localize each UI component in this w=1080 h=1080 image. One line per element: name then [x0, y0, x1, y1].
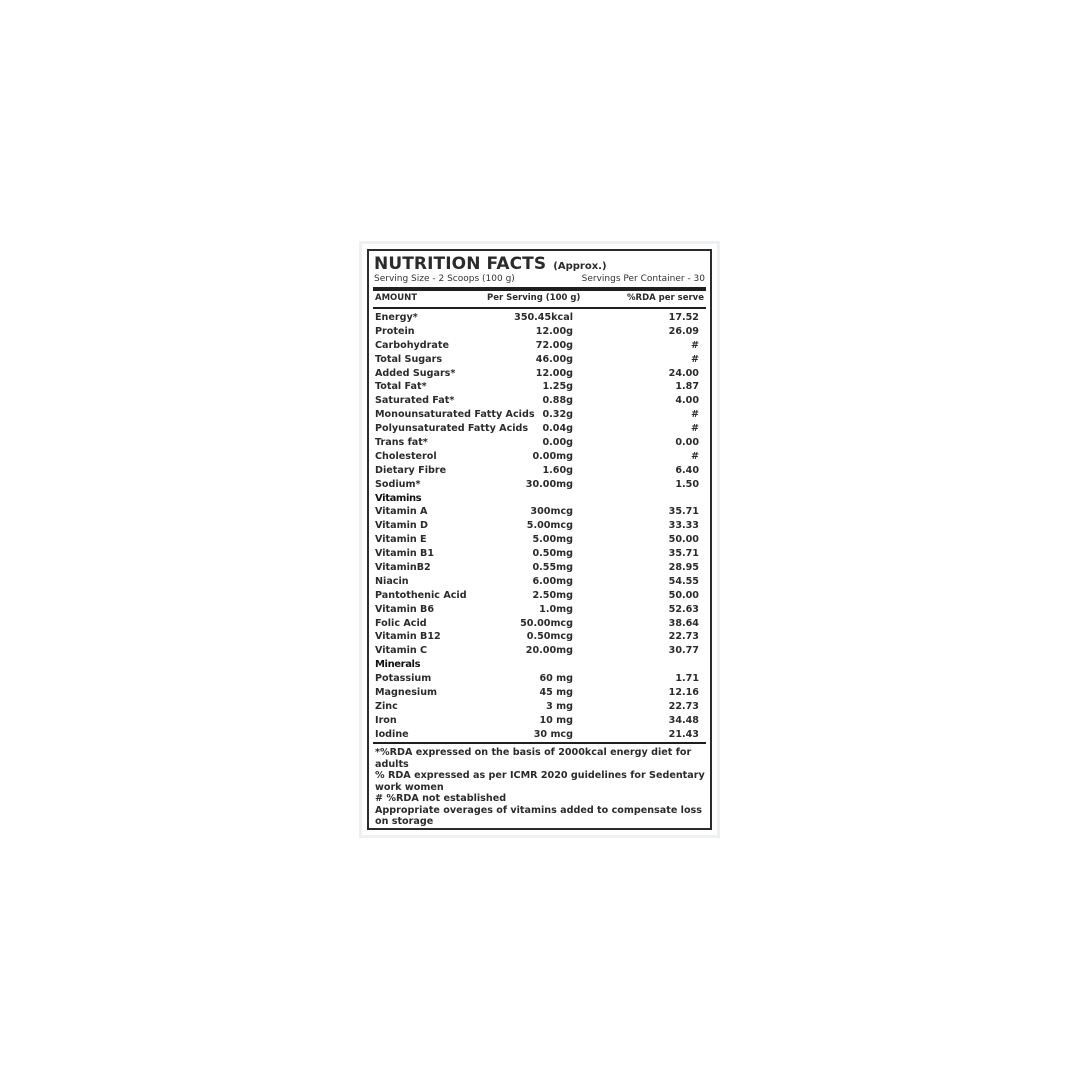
nutrient-rda: 33.33 [668, 520, 699, 532]
nutrient-amount: 5.00mg [532, 534, 573, 546]
nutrient-rda: 6.40 [675, 464, 699, 476]
footnote: Appropriate overages of vitamins added to compensate loss on storage [375, 804, 702, 827]
nutrient-amount: 1.0mg [539, 603, 573, 615]
nutrient-name: Vitamin B6 [375, 603, 435, 615]
nutrient-row [369, 548, 710, 562]
nutrient-row [369, 506, 710, 520]
nutrient-rda: # [690, 353, 699, 365]
nutrient-row [369, 645, 710, 659]
nutrient-row [369, 687, 710, 701]
nutrient-row [369, 479, 710, 493]
nutrient-rda: 35.71 [668, 506, 699, 518]
nutrient-rda: 21.43 [668, 728, 699, 740]
nutrient-amount: 0.32g [542, 409, 573, 421]
nutrient-name: Total Fat* [375, 381, 427, 393]
nutrient-row [369, 576, 710, 590]
nutrient-row [369, 701, 710, 715]
nutrient-rda: 17.52 [668, 312, 699, 323]
column-header-divider [373, 307, 706, 309]
footnote-divider [373, 742, 706, 744]
nutrient-rda: 12.16 [668, 687, 699, 699]
nutrient-amount: 0.00mg [532, 450, 573, 462]
nutrient-rda: 54.55 [668, 575, 699, 587]
nutrient-rda: 28.95 [668, 562, 699, 574]
nutrient-name: Protein [375, 325, 415, 337]
nutrient-rda: 1.87 [675, 381, 699, 393]
nutrient-rda: 0.00 [675, 437, 699, 449]
nutrient-amount: 0.55mg [532, 562, 573, 574]
nutrient-name: Dietary Fibre [375, 464, 447, 476]
nutrient-amount: 0.88g [542, 395, 573, 407]
nutrient-amount: 30.00mg [525, 478, 573, 490]
nutrient-amount: 350.45kcal [514, 312, 573, 323]
nutrient-amount: 72.00g [535, 339, 573, 351]
nutrient-amount: 5.00mcg [526, 520, 573, 532]
nutrient-name: Saturated Fat* [375, 395, 455, 407]
label-title-note: (Approx.) [553, 261, 607, 272]
nutrient-row [369, 381, 710, 395]
nutrient-rda: # [690, 339, 699, 351]
nutrient-amount: 0.00g [542, 437, 573, 449]
nutrient-name: Total Sugars [375, 353, 443, 365]
nutrient-amount: 12.00g [535, 367, 573, 379]
nutrient-rda: 35.71 [668, 548, 699, 560]
nutrient-row [369, 409, 710, 423]
header-divider [373, 287, 706, 291]
nutrient-row [369, 618, 710, 632]
nutrient-amount: 45 mg [539, 687, 573, 699]
nutrient-name: Iodine [375, 728, 409, 740]
nutrient-amount: 50.00mcg [520, 617, 573, 629]
nutrient-amount: 0.50mg [532, 548, 573, 560]
nutrient-row [369, 715, 710, 729]
nutrient-name: Added Sugars* [375, 367, 456, 379]
nutrient-name: VitaminB2 [375, 562, 431, 574]
nutrient-row [369, 395, 710, 409]
nutrient-name: Niacin [375, 575, 409, 587]
nutrient-row [369, 340, 710, 354]
serving-size: Serving Size - 2 Scoops (100 g) [374, 274, 515, 284]
label-title: NUTRITION FACTS [374, 254, 547, 274]
column-header-per-serving: Per Serving (100 g) [487, 293, 581, 303]
nutrient-amount: 12.00g [535, 325, 573, 337]
nutrient-amount: 1.60g [542, 464, 573, 476]
nutrient-rda: # [690, 423, 699, 435]
nutrient-row [369, 729, 710, 743]
nutrient-amount: 30 mcg [533, 728, 573, 740]
vitamins-heading-text: Vitamins [375, 492, 422, 504]
nutrient-name: Folic Acid [375, 617, 427, 629]
nutrient-name: Vitamin A [375, 506, 428, 518]
nutrient-amount: 2.50mg [532, 589, 573, 601]
nutrient-name: Magnesium [375, 687, 438, 699]
nutrient-row [369, 465, 710, 479]
nutrient-row [369, 631, 710, 645]
nutrient-row [369, 437, 710, 451]
nutrient-name: Energy* [375, 312, 418, 323]
nutrient-name: Iron [375, 714, 397, 726]
nutrient-amount: 0.50mcg [526, 631, 573, 643]
nutrient-row [369, 673, 710, 687]
nutrient-amount: 1.25g [542, 381, 573, 393]
nutrient-name: Zinc [375, 700, 398, 712]
nutrient-rda: 26.09 [668, 325, 699, 337]
nutrient-amount: 6.00mg [532, 575, 573, 587]
nutrient-amount: 10 mg [539, 714, 573, 726]
nutrient-amount: 3 mg [546, 700, 573, 712]
nutrient-name: Polyunsaturated Fatty Acids [375, 423, 529, 435]
nutrient-rda: 52.63 [668, 603, 699, 615]
nutrient-rda: 4.00 [675, 395, 699, 407]
nutrient-rda: 22.73 [668, 700, 699, 712]
nutrition-facts-label [367, 249, 712, 830]
nutrient-name: Pantothenic Acid [375, 589, 467, 601]
nutrient-name: Monounsaturated Fatty Acids [375, 409, 535, 421]
nutrient-row [369, 312, 710, 326]
nutrient-amount: 46.00g [535, 353, 573, 365]
nutrient-name: Sodium* [375, 478, 421, 490]
nutrient-name: Vitamin D [375, 520, 429, 532]
nutrient-rda: # [690, 409, 699, 421]
nutrient-amount: 60 mg [539, 673, 573, 685]
nutrient-name: Vitamin B1 [375, 548, 435, 560]
nutrient-rda: 34.48 [668, 714, 699, 726]
column-header-rda: %RDA per serve [627, 293, 704, 303]
nutrient-row [369, 326, 710, 340]
nutrient-table [369, 312, 710, 743]
nutrient-rda: 22.73 [668, 631, 699, 643]
nutrient-rda: 38.64 [668, 617, 699, 629]
nutrient-row [369, 451, 710, 465]
nutrient-name: Vitamin E [375, 534, 427, 546]
nutrient-row [369, 368, 710, 382]
nutrient-name: Carbohydrate [375, 339, 449, 351]
vitamins-heading [369, 493, 710, 507]
nutrient-rda: 1.71 [675, 673, 699, 685]
nutrient-rda: 1.50 [675, 478, 699, 490]
nutrient-name: Trans fat* [375, 437, 428, 449]
nutrient-row [369, 604, 710, 618]
title-line [374, 254, 607, 274]
nutrient-rda: 24.00 [668, 367, 699, 379]
nutrient-amount: 300mcg [530, 506, 573, 518]
column-header-amount: AMOUNT [375, 293, 418, 303]
nutrient-row [369, 354, 710, 368]
nutrient-name: Vitamin C [375, 645, 428, 657]
minerals-heading [369, 659, 710, 673]
nutrient-name: Cholesterol [375, 450, 437, 462]
nutrient-rda: # [690, 450, 699, 462]
nutrient-rda: 50.00 [668, 589, 699, 601]
nutrient-row [369, 520, 710, 534]
footnote: # %RDA not established [375, 793, 507, 804]
nutrient-row [369, 534, 710, 548]
nutrient-amount: 20.00mg [525, 645, 573, 657]
nutrient-amount: 0.04g [542, 423, 573, 435]
nutrient-row [369, 590, 710, 604]
nutrient-name: Vitamin B12 [375, 631, 441, 643]
nutrient-rda: 50.00 [668, 534, 699, 546]
servings-per-container: Servings Per Container - 30 [581, 274, 705, 284]
nutrient-row [369, 562, 710, 576]
footnote: % RDA expressed as per ICMR 2020 guidelines for Sedentary work women [375, 770, 705, 793]
footnote: *%RDA expressed on the basis of 2000kcal energy diet for adults [375, 747, 692, 770]
nutrient-row [369, 423, 710, 437]
nutrient-rda: 30.77 [668, 645, 699, 657]
footnotes [375, 747, 705, 828]
nutrient-name: Potassium [375, 673, 432, 685]
minerals-heading-text: Minerals [375, 659, 421, 671]
